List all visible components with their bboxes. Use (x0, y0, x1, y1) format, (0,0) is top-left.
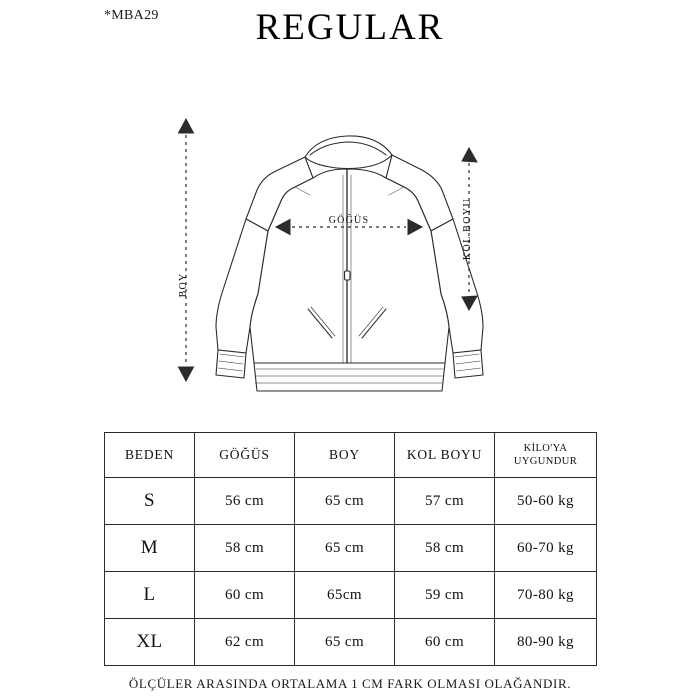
garment-diagram (150, 95, 550, 405)
label-sleeve: KOL BOYU (462, 197, 473, 261)
table-row (105, 478, 597, 525)
cell-gogus: 60 cm (195, 572, 295, 619)
cell-gogus: 62 cm (195, 619, 295, 666)
cell-boy: 65 cm (295, 619, 395, 666)
column-header-boy: BOY (295, 433, 395, 478)
cell-beden: XL (105, 619, 195, 666)
cell-kol-boyu: 58 cm (395, 525, 495, 572)
cell-kilo: 80-90 kg (495, 619, 597, 666)
cell-boy: 65cm (295, 572, 395, 619)
cell-beden: M (105, 525, 195, 572)
label-length: BOY (178, 272, 189, 298)
cell-boy: 65 cm (295, 525, 395, 572)
page-title: REGULAR (255, 7, 445, 48)
cell-beden: S (105, 478, 195, 525)
cell-gogus: 58 cm (195, 525, 295, 572)
column-header-kilo-line1: KİLO'YA (523, 443, 568, 454)
size-table (104, 432, 597, 666)
table-row (105, 525, 597, 572)
cell-boy: 65 cm (295, 478, 395, 525)
column-header-gogus: GÖĞÜS (195, 433, 295, 478)
cell-kol-boyu: 57 cm (395, 478, 495, 525)
label-chest: GÖĞÜS (328, 215, 370, 226)
cell-kilo: 70-80 kg (495, 572, 597, 619)
cell-kilo: 60-70 kg (495, 525, 597, 572)
cell-kol-boyu: 60 cm (395, 619, 495, 666)
table-row (105, 619, 597, 666)
column-header-kol-boyu: KOL BOYU (395, 433, 495, 478)
cell-kol-boyu: 59 cm (395, 572, 495, 619)
product-sku: *MBA29 (104, 8, 159, 23)
cell-beden: L (105, 572, 195, 619)
cell-kilo: 50-60 kg (495, 478, 597, 525)
column-header-kilo (495, 433, 597, 478)
table-header-row (105, 433, 597, 478)
size-table-container (104, 432, 596, 666)
column-header-kilo-line2: UYGUNDUR (513, 456, 578, 467)
table-row (105, 572, 597, 619)
cell-gogus: 56 cm (195, 478, 295, 525)
column-header-beden: BEDEN (105, 433, 195, 478)
measurement-note: ÖLÇÜLER ARASINDA ORTALAMA 1 CM FARK OLMASI OLAĞANDIR. (128, 676, 572, 691)
